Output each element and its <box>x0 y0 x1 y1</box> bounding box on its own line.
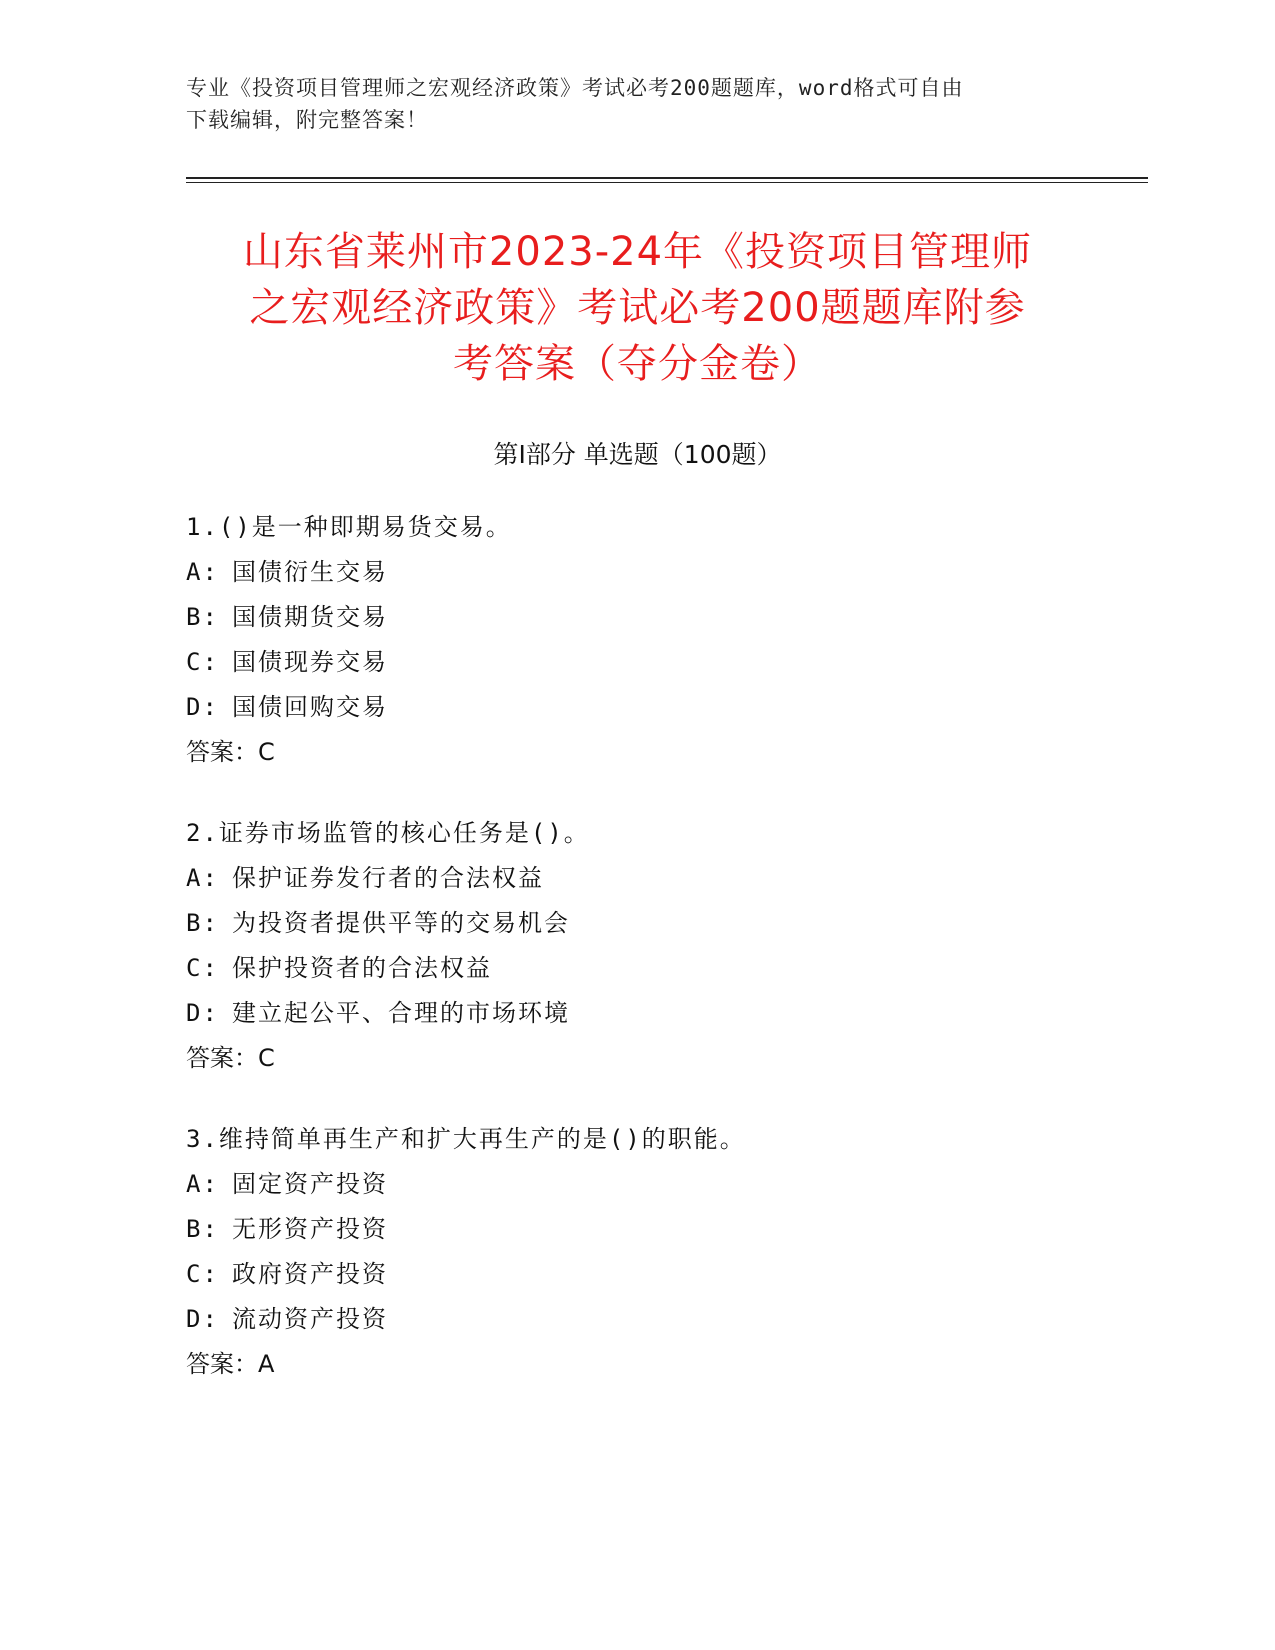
header-note-line-1: 专业《投资项目管理师之宏观经济政策》考试必考200题题库，word格式可自由 <box>186 76 964 100</box>
option-letter: D: <box>186 999 219 1027</box>
question-1 <box>186 505 1086 775</box>
option-text: 国债现券交易 <box>232 648 388 676</box>
option-text: 固定资产投资 <box>232 1170 388 1198</box>
option-letter: B: <box>186 909 219 937</box>
option-d <box>186 991 1086 1036</box>
option-letter: C: <box>186 1260 219 1288</box>
option-text: 保护证券发行者的合法权益 <box>232 864 544 892</box>
option-c <box>186 946 1086 991</box>
header-divider-thin <box>186 182 1148 183</box>
option-a <box>186 550 1086 595</box>
option-c <box>186 640 1086 685</box>
question-stem: 1.()是一种即期易货交易。 <box>186 513 512 541</box>
answer-line: 答案：C <box>186 1044 275 1072</box>
option-letter: D: <box>186 693 219 721</box>
option-c <box>186 1252 1086 1297</box>
option-text: 国债衍生交易 <box>232 558 388 586</box>
option-letter: A: <box>186 864 219 892</box>
answer-line: 答案：A <box>186 1350 275 1378</box>
option-text: 为投资者提供平等的交易机会 <box>232 909 570 937</box>
option-text: 保护投资者的合法权益 <box>232 954 492 982</box>
title-line-1: 山东省莱州市2023-24年《投资项目管理师 <box>242 229 1033 275</box>
option-a <box>186 1162 1086 1207</box>
option-text: 国债回购交易 <box>232 693 388 721</box>
option-text: 建立起公平、合理的市场环境 <box>232 999 570 1027</box>
question-stem: 2.证券市场监管的核心任务是()。 <box>186 819 590 847</box>
question-3 <box>186 1117 1086 1387</box>
option-d <box>186 1297 1086 1342</box>
section-heading: 第Ⅰ部分 单选题（100题） <box>493 440 782 469</box>
option-b <box>186 1207 1086 1252</box>
title-line-2: 之宏观经济政策》考试必考200题题库附参 <box>249 285 1026 331</box>
option-letter: A: <box>186 1170 219 1198</box>
option-letter: C: <box>186 648 219 676</box>
header-divider-thick <box>186 177 1148 179</box>
option-letter: B: <box>186 603 219 631</box>
question-stem: 3.维持简单再生产和扩大再生产的是()的职能。 <box>186 1125 746 1153</box>
document-title <box>160 224 1115 392</box>
option-b <box>186 901 1086 946</box>
title-line-3: 考答案（夺分金卷） <box>453 341 822 387</box>
option-letter: C: <box>186 954 219 982</box>
option-a <box>186 856 1086 901</box>
option-text: 无形资产投资 <box>232 1215 388 1243</box>
option-letter: B: <box>186 1215 219 1243</box>
option-letter: D: <box>186 1305 219 1333</box>
option-b <box>186 595 1086 640</box>
option-text: 政府资产投资 <box>232 1260 388 1288</box>
header-note-line-2: 下载编辑，附完整答案！ <box>186 108 428 132</box>
header-note <box>186 72 1066 136</box>
option-letter: A: <box>186 558 219 586</box>
answer-line: 答案：C <box>186 738 275 766</box>
option-d <box>186 685 1086 730</box>
question-2 <box>186 811 1086 1081</box>
option-text: 流动资产投资 <box>232 1305 388 1333</box>
option-text: 国债期货交易 <box>232 603 388 631</box>
